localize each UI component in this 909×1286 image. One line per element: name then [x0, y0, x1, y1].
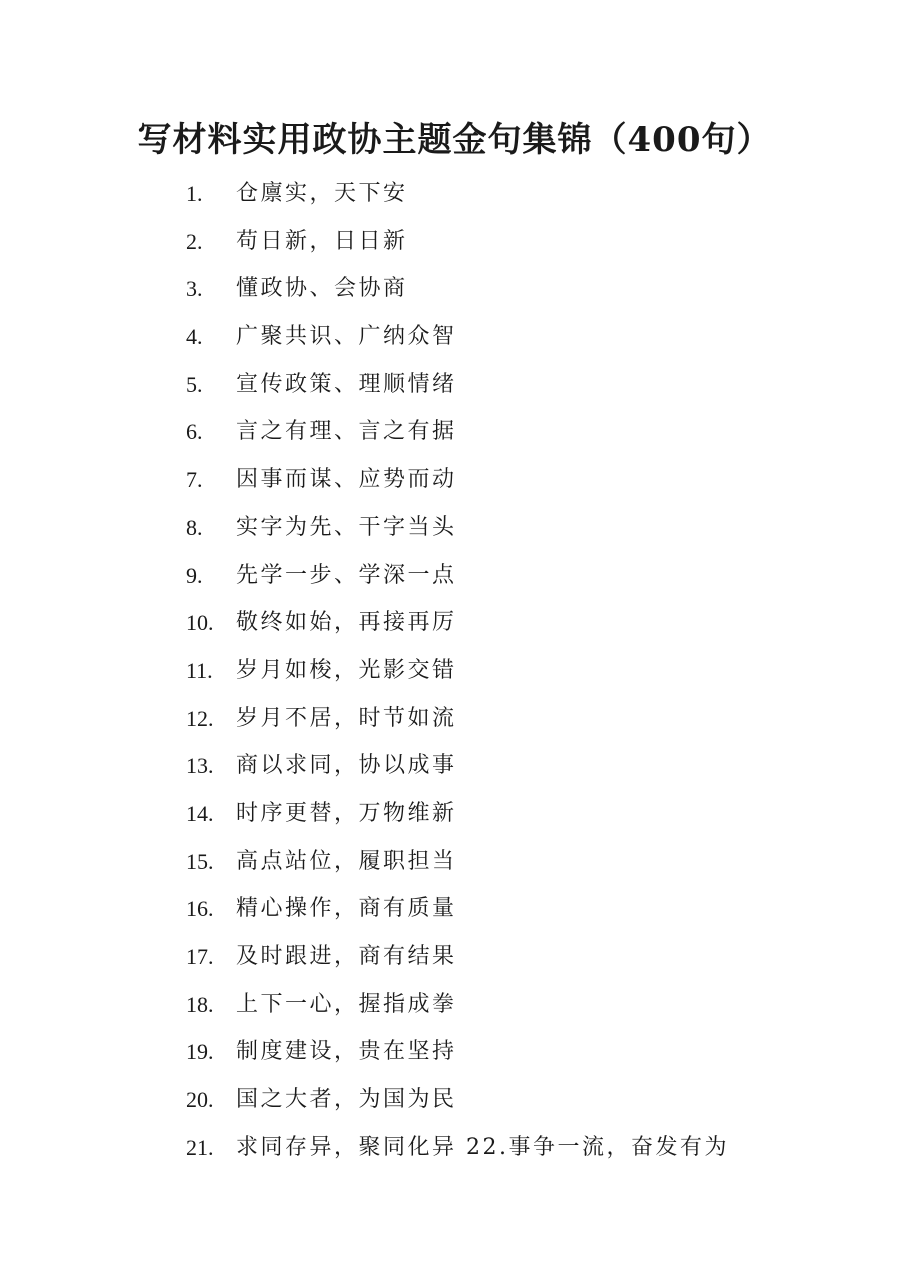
- item-text: 宣传政策、理顺情绪: [236, 371, 457, 397]
- list-item: [0, 265, 909, 313]
- item-text: 实字为先、干字当头: [236, 514, 457, 540]
- list-item: [0, 456, 909, 504]
- item-number: 21.: [186, 1134, 214, 1160]
- list-item: [0, 790, 909, 838]
- list-item: [0, 218, 909, 266]
- item-number: 8.: [186, 514, 203, 540]
- item-number: 15.: [186, 848, 214, 874]
- list-item: [0, 313, 909, 361]
- item-text: 岁月不居，时节如流: [236, 705, 457, 731]
- list-item: [0, 647, 909, 695]
- item-number: 16.: [186, 896, 214, 922]
- item-number: 2.: [186, 228, 203, 254]
- item-number: 6.: [186, 419, 203, 445]
- item-text: 上下一心，握指成拳: [236, 991, 457, 1017]
- item-text: 苟日新，日日新: [236, 228, 408, 254]
- list-item: [0, 742, 909, 790]
- item-text: 广聚共识、广纳众智: [236, 324, 457, 350]
- item-number: 3.: [186, 276, 203, 302]
- list-item: [0, 1076, 909, 1124]
- item-text: 时序更替，万物维新: [236, 800, 457, 826]
- list-item: [0, 170, 909, 218]
- list-item: [0, 1028, 909, 1076]
- item-number: 5.: [186, 371, 203, 397]
- item-text: 仓廪实，天下安: [236, 181, 408, 206]
- quote-list: [0, 170, 909, 1171]
- item-text: 精心操作，商有质量: [236, 896, 457, 922]
- item-text: 商以求同，协以成事: [236, 753, 457, 779]
- item-number: 14.: [186, 800, 214, 826]
- item-number: 7.: [186, 467, 203, 493]
- item-text: 敬终如始，再接再厉: [236, 610, 457, 636]
- item-text: 因事而谋、应势而动: [236, 467, 457, 493]
- item-text: 高点站位，履职担当: [236, 848, 457, 874]
- list-item: [0, 599, 909, 647]
- list-item: [0, 885, 909, 933]
- item-number: 18.: [186, 991, 214, 1017]
- item-number: 10.: [186, 610, 214, 636]
- list-item: [0, 981, 909, 1029]
- list-item: [0, 408, 909, 456]
- item-number: 12.: [186, 705, 214, 731]
- list-item: [0, 361, 909, 409]
- item-text: 制度建设，贵在坚持: [236, 1039, 457, 1065]
- list-item: [0, 933, 909, 981]
- list-item: [0, 504, 909, 552]
- item-text: 先学一步、学深一点: [236, 562, 457, 588]
- item-text: 求同存异，聚同化异 22.事争一流，奋发有为: [236, 1134, 729, 1160]
- document-title: 写材料实用政协主题金句集锦（400句）: [137, 120, 772, 160]
- list-item: [0, 695, 909, 743]
- item-number: 9.: [186, 562, 203, 588]
- item-number: 13.: [186, 753, 214, 779]
- item-number: 19.: [186, 1039, 214, 1065]
- item-text: 岁月如梭，光影交错: [236, 657, 457, 683]
- item-number: 17.: [186, 944, 214, 969]
- item-number: 11.: [186, 657, 213, 683]
- item-number: 1.: [186, 181, 203, 206]
- item-number: 20.: [186, 1087, 214, 1113]
- item-text: 及时跟进，商有结果: [236, 944, 457, 969]
- item-number: 4.: [186, 324, 203, 350]
- list-item: [0, 838, 909, 886]
- item-text: 言之有理、言之有据: [236, 419, 457, 445]
- list-item: [0, 1124, 909, 1172]
- item-text: 国之大者，为国为民: [236, 1087, 457, 1113]
- item-text: 懂政协、会协商: [236, 276, 408, 302]
- list-item: [0, 552, 909, 600]
